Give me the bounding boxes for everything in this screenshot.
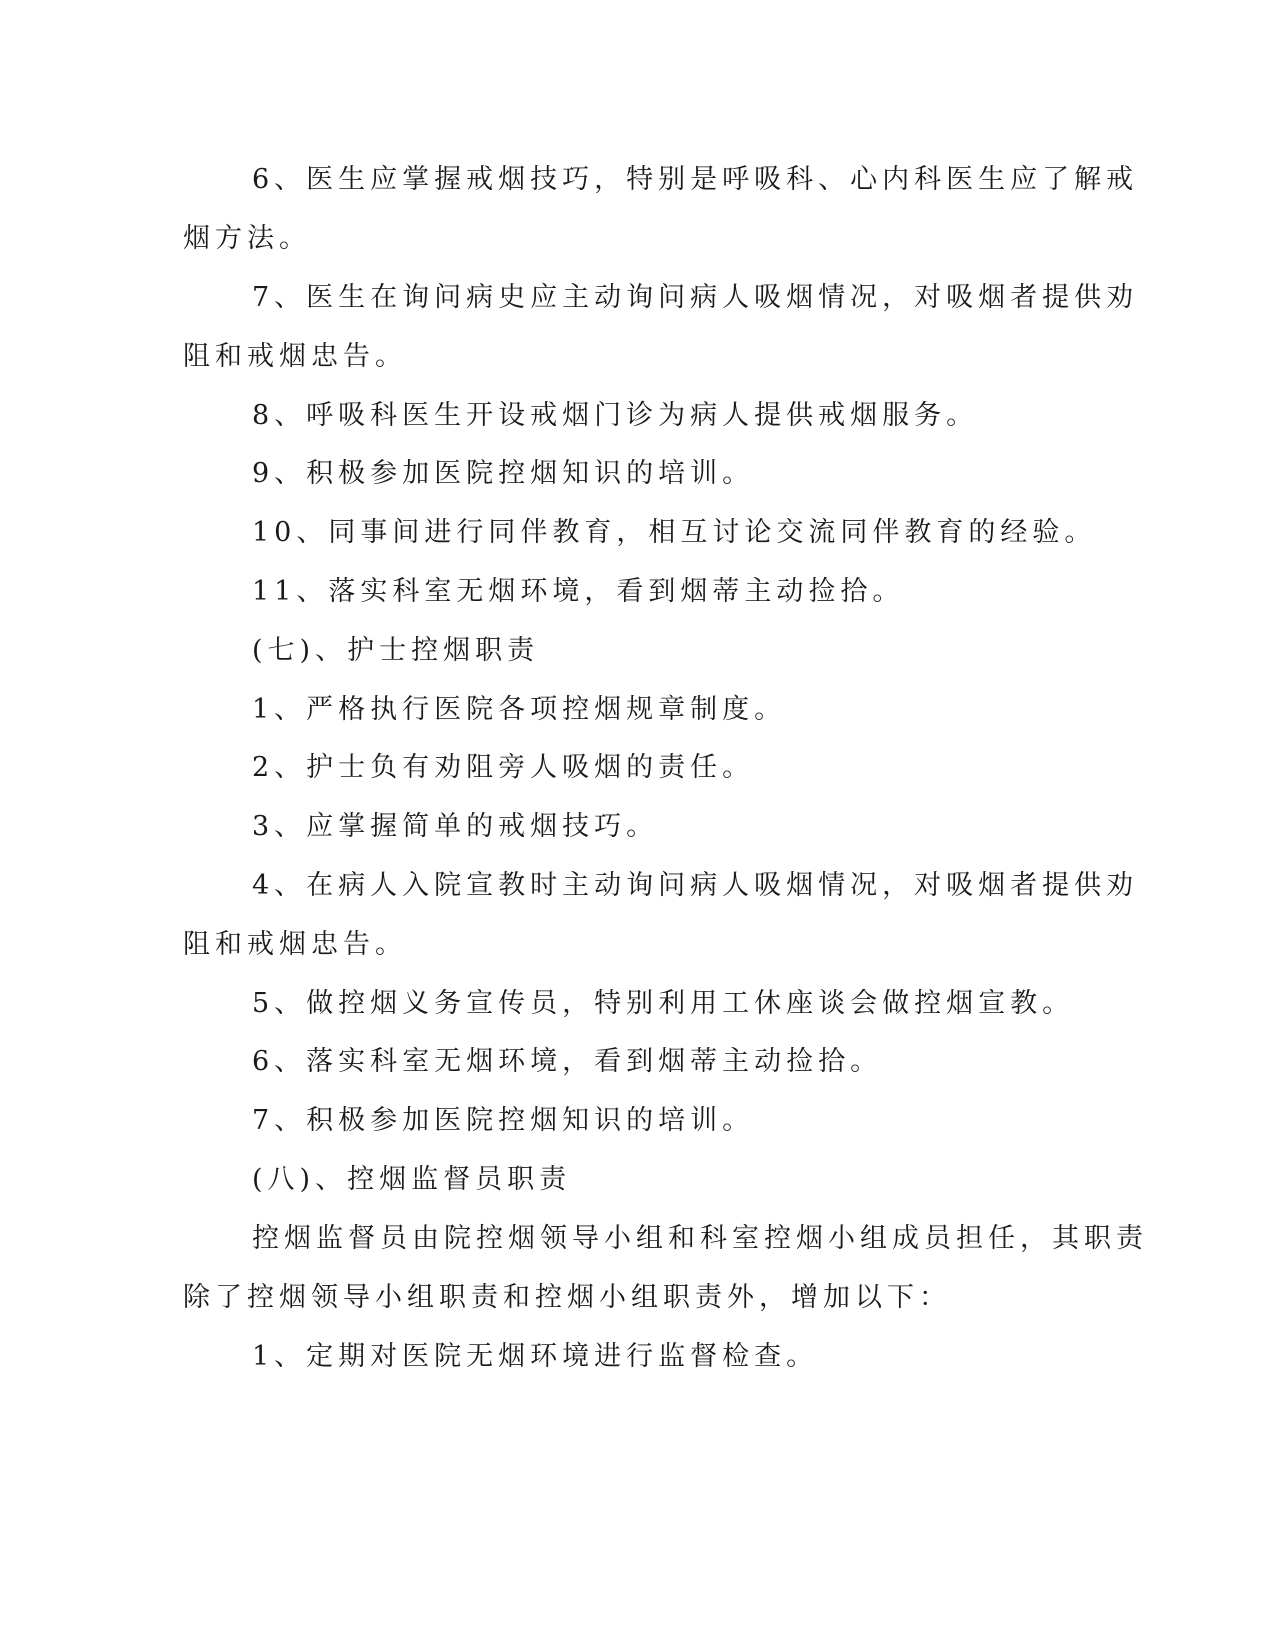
paragraph-line: 1、严格执行医院各项控烟规章制度。 <box>252 694 787 725</box>
paragraph-line: 10、同事间进行同伴教育，相互讨论交流同伴教育的经验。 <box>252 517 1097 548</box>
paragraph-line: 5、做控烟义务宣传员，特别利用工休座谈会做控烟宣教。 <box>252 988 1075 1019</box>
paragraph-line: 7、积极参加医院控烟知识的培训。 <box>252 1105 755 1136</box>
paragraph-line: 阻和戒烟忠告。 <box>183 929 407 960</box>
paragraph-line: 9、积极参加医院控烟知识的培训。 <box>252 458 755 489</box>
paragraph-line: 控烟监督员由院控烟领导小组和科室控烟小组成员担任，其职责 <box>252 1223 1148 1254</box>
paragraph-line: 4、在病人入院宣教时主动询问病人吸烟情况，对吸烟者提供劝 <box>252 870 1139 901</box>
paragraph-line: 11、落实科室无烟环境，看到烟蒂主动捡拾。 <box>252 576 905 607</box>
section-heading: (七)、护士控烟职责 <box>252 635 540 666</box>
paragraph-line: 1、定期对医院无烟环境进行监督检查。 <box>252 1341 819 1372</box>
paragraph-line: 7、医生在询问病史应主动询问病人吸烟情况，对吸烟者提供劝 <box>252 282 1139 313</box>
paragraph-line: 阻和戒烟忠告。 <box>183 341 407 372</box>
paragraph-line: 烟方法。 <box>183 223 311 254</box>
paragraph-line: 2、护士负有劝阻旁人吸烟的责任。 <box>252 752 755 783</box>
paragraph-line: 除了控烟领导小组职责和控烟小组职责外，增加以下： <box>183 1282 951 1313</box>
paragraph-line: 3、应掌握简单的戒烟技巧。 <box>252 811 659 842</box>
paragraph-line: 8、呼吸科医生开设戒烟门诊为病人提供戒烟服务。 <box>252 400 979 431</box>
section-heading: (八)、控烟监督员职责 <box>252 1164 572 1195</box>
paragraph-line: 6、落实科室无烟环境，看到烟蒂主动捡拾。 <box>252 1046 883 1077</box>
paragraph-line: 6、医生应掌握戒烟技巧，特别是呼吸科、心内科医生应了解戒 <box>252 164 1139 195</box>
